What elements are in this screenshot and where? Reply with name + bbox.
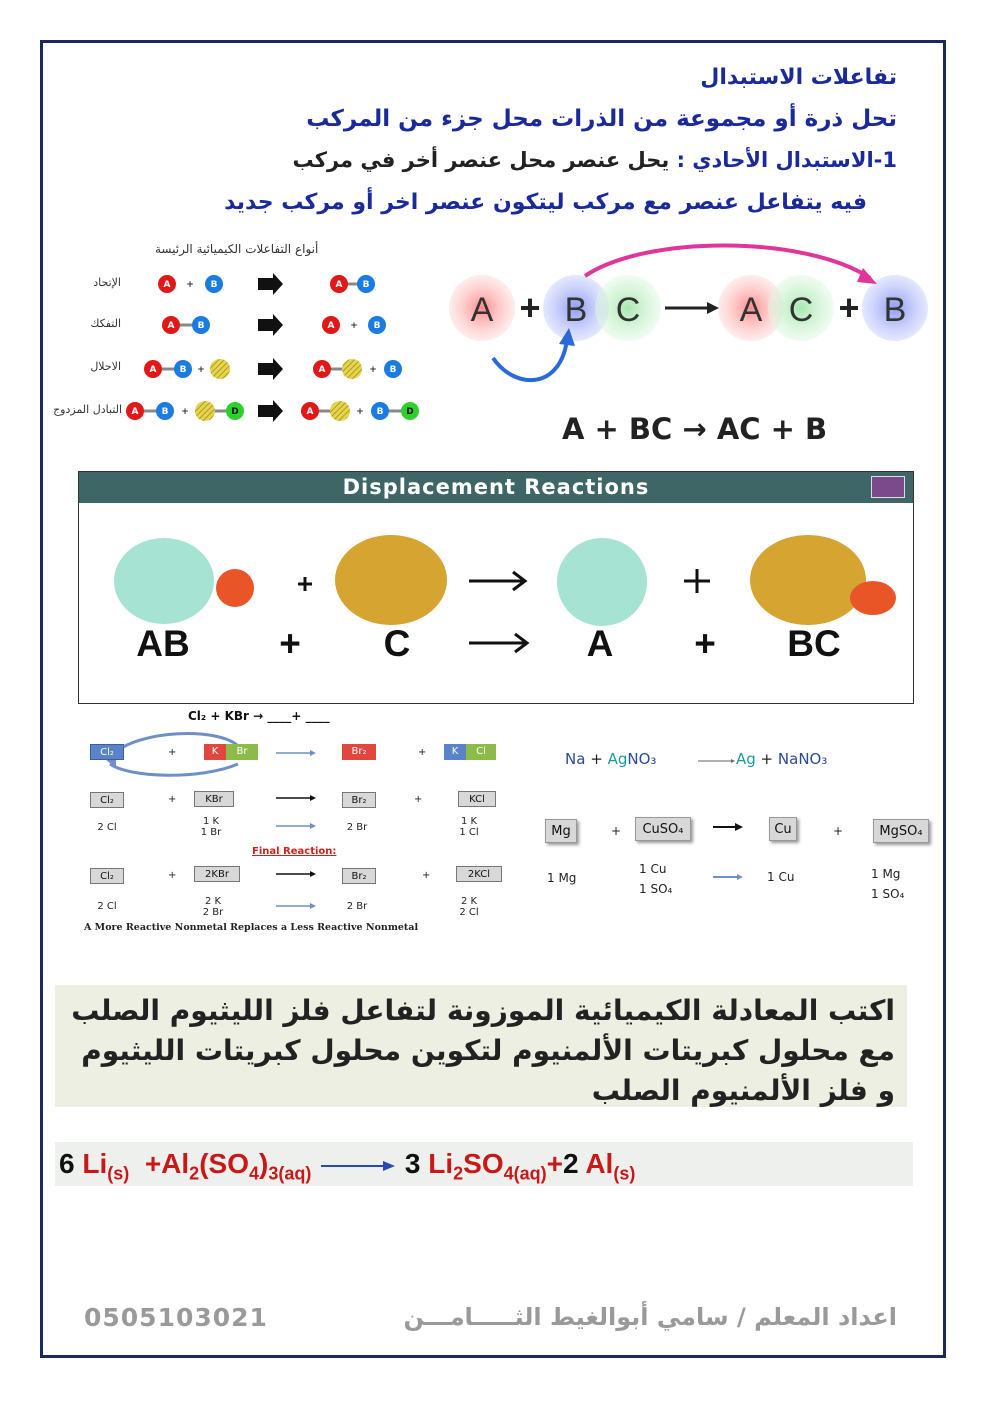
svg-text:A: A — [335, 280, 343, 290]
final-reaction-label: Final Reaction: — [252, 846, 337, 857]
svg-text:B: B — [373, 321, 381, 331]
detail-text: فيه يتفاعل عنصر مع مركب ليتكون عنصر اخر أو مركب جديد — [224, 190, 867, 215]
svg-text:+: + — [694, 623, 716, 664]
svg-text:+: + — [279, 623, 301, 664]
displacement-title: Displacement Reactions — [79, 472, 913, 503]
abc-atom-c: C — [615, 291, 641, 329]
svg-text:+: + — [356, 407, 364, 417]
cl-box: Cl — [466, 744, 496, 760]
abc-atom-a: A — [470, 291, 494, 329]
abc-graphic — [445, 240, 940, 400]
cl2-box: Cl₂ — [90, 744, 124, 760]
single-displacement-heading — [293, 148, 898, 172]
reaction-types-graphic — [55, 240, 435, 430]
mgso4-box: MgSO₄ — [873, 819, 929, 843]
svg-text:D: D — [406, 407, 414, 417]
svg-text:B: B — [883, 291, 907, 329]
svg-text:A: A — [739, 291, 763, 329]
abc-atom-b: B — [564, 291, 588, 329]
svg-text:A: A — [306, 407, 314, 417]
abc-equation: A + BC → AC + B — [562, 412, 828, 446]
svg-text:A: A — [167, 321, 175, 331]
chlorine-kbr-example: Cl₂ + KBr → ____+ ____ Cl₂ + K Br Br₂ + K Cl Cl₂ + KBr Br₂ + KCl 2 Cl 1 K 1 Br 2 Br 1 K 1 Cl Final Reaction: Cl₂ + 2KBr Br₂ + 2KCl 2 Cl 2 K 2 Br 2 Br 2 K 2 Cl A More Reactive Nonmetal Replaces a Less Reactive Nonmetal — [80, 708, 520, 938]
cuso4-box: CuSO₄ — [635, 817, 691, 841]
svg-text:+: + — [369, 365, 377, 375]
metal-displacement-example: Na + AgNO₃ Ag + NaNO₃ Mg + CuSO₄ Cu + MgSO₄ 1 Mg 1 Cu 1 SO₄ 1 Cu 1 Mg 1 SO₄ — [535, 735, 945, 935]
svg-text:+: + — [197, 365, 205, 375]
reaction-types-title: أنواع التفاعلات الكيميائية الرئيسة — [155, 242, 319, 256]
balanced-equation: 6 $Li_{(s)} +Al_2(SO_4)_{3(aq)}$ 3 $Li_2SO_{4(aq)}+2$ $Al_{(s)}$ — [55, 1142, 913, 1186]
svg-text:B: B — [197, 321, 205, 331]
cl-kbr-caption: A More Reactive Nonmetal Replaces a Less Reactive Nonmetal — [84, 922, 419, 933]
svg-text:A: A — [327, 321, 335, 331]
svg-text:D: D — [231, 407, 239, 417]
br2-box: Br₂ — [342, 744, 376, 760]
svg-text:B: B — [362, 280, 370, 290]
type-label-double-replacement: التبادل المزدوج — [53, 403, 122, 416]
svg-text:+: + — [181, 407, 189, 417]
footer-credit: اعداد المعلم / سامي أبوالغيط الثـــــامـــن — [403, 1303, 897, 1331]
svg-text:A: A — [318, 365, 326, 375]
svg-text:B: B — [210, 280, 218, 290]
single-displacement-label: 1-الاستبدال الأحادي : — [676, 148, 897, 172]
br-box: Br — [226, 744, 258, 760]
reaction-types-chart — [55, 240, 435, 430]
svg-text:B: B — [376, 407, 384, 417]
svg-text:+: + — [186, 280, 194, 290]
displacement-bc: BC — [787, 623, 841, 664]
question-text: اكتب المعادلة الكيميائية الموزونة لتفاعل فلز الليثيوم الصلب مع محلول كبريتات الألمنيوم لتكوين محلول كبريتات الليثيوم و فلز الألمنيوم الصلب — [55, 985, 907, 1107]
displacement-c: C — [383, 623, 411, 664]
cu-box: Cu — [769, 817, 797, 841]
cl-kbr-title: Cl₂ + KBr → ____+ ____ — [188, 709, 330, 723]
type-label-single-replacement: الاحلال — [90, 360, 121, 373]
displacement-ab: AB — [136, 623, 190, 664]
svg-text:+: + — [350, 321, 358, 331]
svg-text:+: + — [519, 287, 541, 328]
displacement-reactions-panel — [78, 471, 914, 704]
svg-text:C: C — [788, 291, 814, 329]
displacement-a: A — [586, 623, 614, 664]
svg-text:A: A — [131, 407, 139, 417]
svg-text:B: B — [179, 365, 187, 375]
type-label-decomposition: التفكك — [90, 317, 121, 330]
mg-box: Mg — [545, 819, 577, 843]
k-box: K — [204, 744, 226, 760]
svg-text:B: B — [161, 407, 169, 417]
page-title: تفاعلات الاستبدال — [700, 65, 897, 90]
displacement-graphic — [79, 503, 913, 703]
atom-a: A — [163, 280, 171, 290]
k2-box: K — [444, 744, 466, 760]
equation-arrow-icon — [319, 1156, 397, 1176]
type-label-combination: الإتحاد — [93, 276, 121, 289]
svg-text:B: B — [389, 365, 397, 375]
footer-phone: 0505103021 — [84, 1303, 268, 1332]
publisher-logo-icon — [871, 476, 905, 498]
abc-displacement-diagram — [445, 240, 940, 400]
svg-text:A: A — [149, 365, 157, 375]
svg-text:+: + — [838, 287, 860, 328]
single-displacement-desc: يحل عنصر محل عنصر أخر في مركب — [292, 148, 670, 172]
na-agno3-equation: Na + AgNO₃ Ag + NaNO₃ — [565, 750, 828, 768]
definition-text: تحل ذرة أو مجموعة من الذرات محل جزء من المركب — [306, 106, 897, 132]
